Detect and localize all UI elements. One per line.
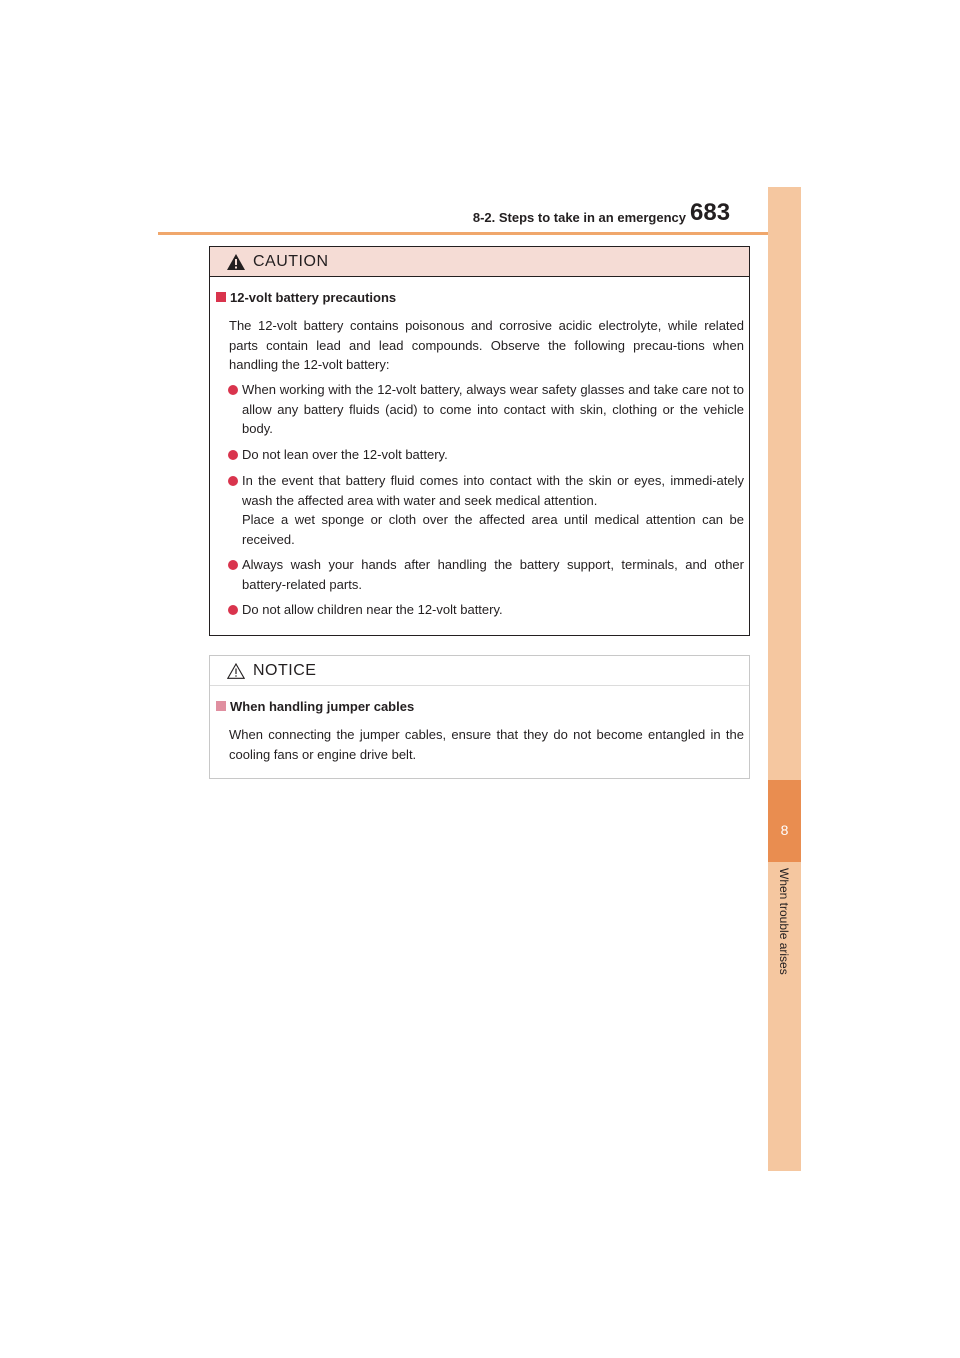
bullet-icon: [228, 560, 238, 570]
caution-header: [210, 247, 749, 277]
caution-box: [209, 246, 750, 636]
list-item: Always wash your hands after handling the battery support, terminals, and other battery-related parts.: [228, 555, 744, 594]
section-marker-icon: [216, 292, 226, 302]
header-section-title: 8-2. Steps to take in an emergency: [472, 210, 686, 225]
list-item: Do not lean over the 12-volt battery.: [228, 445, 744, 465]
notice-section-title: When handling jumper cables: [216, 699, 414, 714]
list-item: When working with the 12-volt battery, always wear safety glasses and take care not to allow any battery fluids (acid) to come into contact with skin, clothing or the vehicle body.: [228, 380, 744, 439]
side-chapter-number: 8: [780, 822, 789, 838]
caution-intro: The 12-volt battery contains poisonous and corrosive acidic electrolyte, while related parts contain lead and lead compounds. Observe the following precau-tions when handling the 12-volt battery:: [229, 318, 744, 372]
side-tab: [768, 187, 801, 1171]
bullet-icon: [228, 476, 238, 486]
list-item: Do not allow children near the 12-volt battery.: [228, 600, 744, 620]
list-item: In the event that battery fluid comes into contact with the skin or eyes, immedi-ately wash the affected area with water and seek medical attention. Place a wet sponge or cloth over the affected area until medical attention can be received.: [228, 471, 744, 549]
notice-label: NOTICE: [253, 662, 317, 679]
bullet-icon: [228, 605, 238, 615]
notice-text: When connecting the jumper cables, ensure that they do not become entangled in the cooling fans or engine drive belt.: [229, 727, 744, 762]
notice-header: [210, 656, 749, 686]
notice-warning-icon: [227, 663, 245, 679]
section-marker-icon: [216, 701, 226, 711]
page-number: 683: [690, 199, 731, 226]
bullet-icon: [228, 450, 238, 460]
header-rule: [158, 232, 801, 235]
notice-box: [209, 655, 750, 779]
caution-section-title: 12-volt battery precautions: [216, 290, 396, 305]
bullet-icon: [228, 385, 238, 395]
side-chapter-title: When trouble arises: [777, 868, 791, 975]
side-chapter-box: [768, 780, 801, 862]
warning-icon: [227, 254, 245, 270]
caution-label: CAUTION: [253, 253, 329, 270]
